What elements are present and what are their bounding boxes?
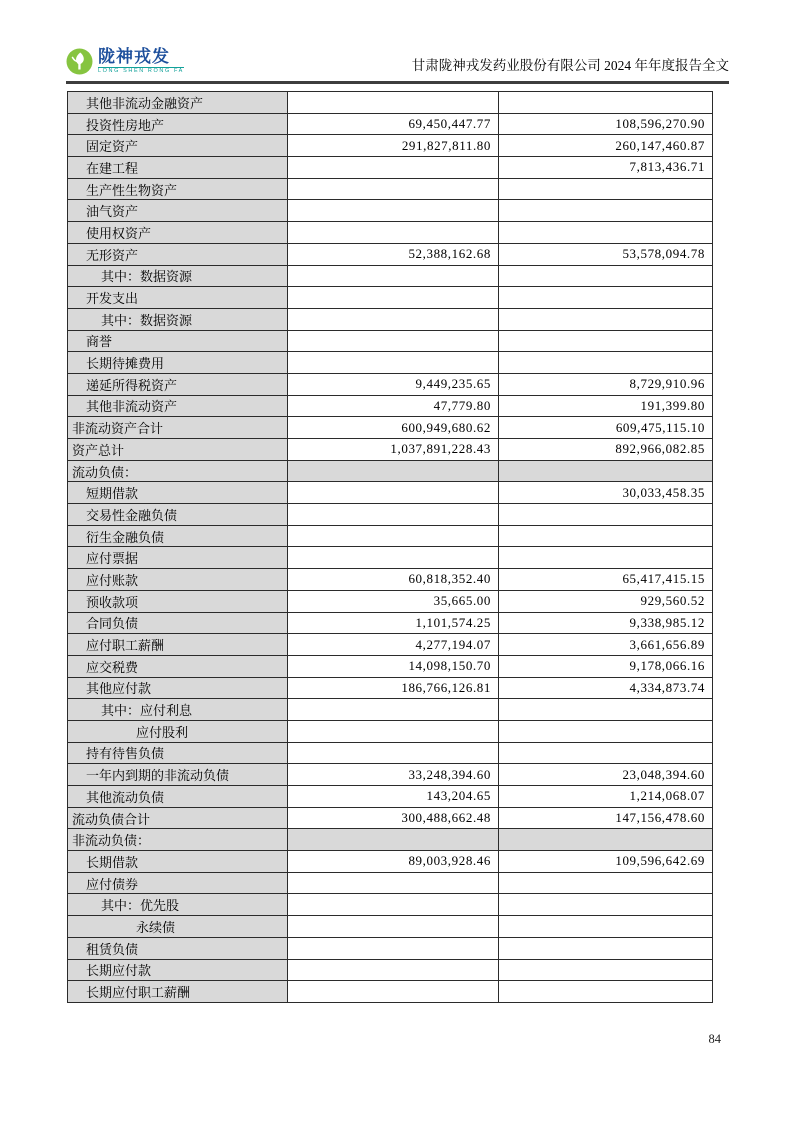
current-period-value — [288, 981, 499, 1003]
current-period-value: 1,037,891,228.43 — [288, 439, 499, 461]
row-label: 长期借款 — [68, 851, 288, 873]
row-label: 生产性生物资产 — [68, 178, 288, 200]
current-period-value: 89,003,928.46 — [288, 851, 499, 873]
row-label: 其他流动负债 — [68, 786, 288, 808]
row-label: 衍生金融负债 — [68, 525, 288, 547]
prior-period-value: 109,596,642.69 — [499, 851, 713, 873]
current-period-value: 186,766,126.81 — [288, 677, 499, 699]
row-label: 固定资产 — [68, 135, 288, 157]
current-period-value — [288, 460, 499, 482]
prior-period-value — [499, 330, 713, 352]
table-row — [68, 807, 713, 829]
current-period-value — [288, 178, 499, 200]
table-row — [68, 352, 713, 374]
prior-period-value: 3,661,656.89 — [499, 634, 713, 656]
balance-sheet-table — [67, 91, 713, 1003]
table-row — [68, 590, 713, 612]
table-row — [68, 178, 713, 200]
current-period-value — [288, 699, 499, 721]
row-label: 商誉 — [68, 330, 288, 352]
table-row — [68, 373, 713, 395]
prior-period-value — [499, 460, 713, 482]
row-label: 永续债 — [68, 916, 288, 938]
current-period-value — [288, 872, 499, 894]
current-period-value: 35,665.00 — [288, 590, 499, 612]
prior-period-value — [499, 287, 713, 309]
prior-period-value — [499, 829, 713, 851]
row-label: 其他非流动资产 — [68, 395, 288, 417]
table-row — [68, 634, 713, 656]
current-period-value: 52,388,162.68 — [288, 243, 499, 265]
prior-period-value: 4,334,873.74 — [499, 677, 713, 699]
report-title: 甘肃陇神戎发药业股份有限公司 2024 年年度报告全文 — [411, 58, 729, 73]
table-row — [68, 482, 713, 504]
prior-period-value: 9,338,985.12 — [499, 612, 713, 634]
prior-period-value: 7,813,436.71 — [499, 157, 713, 179]
prior-period-value: 191,399.80 — [499, 395, 713, 417]
table-row — [68, 916, 713, 938]
current-period-value: 33,248,394.60 — [288, 764, 499, 786]
table-row — [68, 395, 713, 417]
current-period-value — [288, 308, 499, 330]
table-row — [68, 829, 713, 851]
row-label: 流动负债合计 — [68, 807, 288, 829]
logo-text — [98, 48, 184, 75]
row-label: 资产总计 — [68, 439, 288, 461]
current-period-value: 47,779.80 — [288, 395, 499, 417]
table-row — [68, 959, 713, 981]
page-footer — [66, 1032, 727, 1047]
prior-period-value: 609,475,115.10 — [499, 417, 713, 439]
row-label: 在建工程 — [68, 157, 288, 179]
prior-period-value — [499, 200, 713, 222]
prior-period-value — [499, 525, 713, 547]
prior-period-value: 30,033,458.35 — [499, 482, 713, 504]
row-label: 其中：优先股 — [68, 894, 288, 916]
company-logo — [66, 48, 184, 75]
table-row — [68, 612, 713, 634]
current-period-value — [288, 720, 499, 742]
prior-period-value — [499, 222, 713, 244]
table-row — [68, 981, 713, 1003]
row-label: 投资性房地产 — [68, 113, 288, 135]
row-label: 其中：数据资源 — [68, 265, 288, 287]
table-row — [68, 157, 713, 179]
row-label: 长期待摊费用 — [68, 352, 288, 374]
table-row — [68, 113, 713, 135]
prior-period-value: 23,048,394.60 — [499, 764, 713, 786]
current-period-value — [288, 547, 499, 569]
table-row — [68, 439, 713, 461]
prior-period-value: 8,729,910.96 — [499, 373, 713, 395]
row-label: 其中：应付利息 — [68, 699, 288, 721]
row-label: 使用权资产 — [68, 222, 288, 244]
current-period-value: 9,449,235.65 — [288, 373, 499, 395]
row-label: 其他非流动金融资产 — [68, 92, 288, 114]
prior-period-value: 65,417,415.15 — [499, 569, 713, 591]
prior-period-value — [499, 265, 713, 287]
row-label: 一年内到期的非流动负债 — [68, 764, 288, 786]
logo-icon — [66, 48, 93, 75]
table-row — [68, 786, 713, 808]
table-row — [68, 330, 713, 352]
table-row — [68, 872, 713, 894]
row-label: 非流动资产合计 — [68, 417, 288, 439]
current-period-value — [288, 959, 499, 981]
table-row — [68, 504, 713, 526]
prior-period-value: 147,156,478.60 — [499, 807, 713, 829]
row-label: 应付股利 — [68, 720, 288, 742]
row-label: 租赁负债 — [68, 937, 288, 959]
prior-period-value: 9,178,066.16 — [499, 655, 713, 677]
current-period-value — [288, 525, 499, 547]
table-row — [68, 764, 713, 786]
logo-chinese-name: 陇神戎发 — [98, 46, 170, 66]
current-period-value: 1,101,574.25 — [288, 612, 499, 634]
table-row — [68, 677, 713, 699]
current-period-value: 60,818,352.40 — [288, 569, 499, 591]
row-label: 应付票据 — [68, 547, 288, 569]
prior-period-value — [499, 937, 713, 959]
prior-period-value — [499, 308, 713, 330]
table-row — [68, 417, 713, 439]
prior-period-value: 1,214,068.07 — [499, 786, 713, 808]
current-period-value — [288, 937, 499, 959]
table-row — [68, 894, 713, 916]
row-label: 递延所得税资产 — [68, 373, 288, 395]
row-label: 无形资产 — [68, 243, 288, 265]
prior-period-value — [499, 504, 713, 526]
row-label: 应交税费 — [68, 655, 288, 677]
current-period-value — [288, 829, 499, 851]
page-number: 84 — [708, 1032, 721, 1046]
row-label: 长期应付职工薪酬 — [68, 981, 288, 1003]
current-period-value — [288, 265, 499, 287]
row-label: 应付债券 — [68, 872, 288, 894]
row-label: 预收款项 — [68, 590, 288, 612]
table-row — [68, 569, 713, 591]
header-divider — [66, 81, 729, 84]
table-row — [68, 937, 713, 959]
current-period-value — [288, 482, 499, 504]
current-period-value — [288, 894, 499, 916]
row-label: 短期借款 — [68, 482, 288, 504]
table-row — [68, 308, 713, 330]
prior-period-value — [499, 894, 713, 916]
table-row — [68, 851, 713, 873]
table-row — [68, 222, 713, 244]
table-row — [68, 742, 713, 764]
table-row — [68, 720, 713, 742]
balance-sheet-body — [68, 92, 713, 1003]
row-label: 持有待售负债 — [68, 742, 288, 764]
current-period-value: 14,098,150.70 — [288, 655, 499, 677]
row-label: 油气资产 — [68, 200, 288, 222]
row-label: 长期应付款 — [68, 959, 288, 981]
prior-period-value — [499, 352, 713, 374]
table-row — [68, 92, 713, 114]
row-label: 应付账款 — [68, 569, 288, 591]
table-row — [68, 655, 713, 677]
prior-period-value — [499, 178, 713, 200]
prior-period-value — [499, 742, 713, 764]
prior-period-value — [499, 959, 713, 981]
current-period-value — [288, 504, 499, 526]
current-period-value — [288, 92, 499, 114]
current-period-value — [288, 330, 499, 352]
table-row — [68, 243, 713, 265]
current-period-value: 600,949,680.62 — [288, 417, 499, 439]
current-period-value — [288, 222, 499, 244]
row-label: 其他应付款 — [68, 677, 288, 699]
table-row — [68, 135, 713, 157]
prior-period-value: 892,966,082.85 — [499, 439, 713, 461]
prior-period-value — [499, 981, 713, 1003]
current-period-value: 291,827,811.80 — [288, 135, 499, 157]
current-period-value — [288, 352, 499, 374]
prior-period-value — [499, 720, 713, 742]
row-label: 流动负债： — [68, 460, 288, 482]
prior-period-value: 260,147,460.87 — [499, 135, 713, 157]
current-period-value — [288, 200, 499, 222]
current-period-value — [288, 916, 499, 938]
current-period-value: 300,488,662.48 — [288, 807, 499, 829]
prior-period-value — [499, 547, 713, 569]
row-label: 非流动负债： — [68, 829, 288, 851]
current-period-value: 143,204.65 — [288, 786, 499, 808]
prior-period-value: 108,596,270.90 — [499, 113, 713, 135]
table-row — [68, 265, 713, 287]
table-row — [68, 200, 713, 222]
prior-period-value — [499, 872, 713, 894]
prior-period-value — [499, 916, 713, 938]
current-period-value — [288, 157, 499, 179]
current-period-value: 4,277,194.07 — [288, 634, 499, 656]
prior-period-value — [499, 92, 713, 114]
table-row — [68, 460, 713, 482]
prior-period-value: 53,578,094.78 — [499, 243, 713, 265]
table-row — [68, 547, 713, 569]
row-label: 开发支出 — [68, 287, 288, 309]
prior-period-value: 929,560.52 — [499, 590, 713, 612]
current-period-value — [288, 287, 499, 309]
row-label: 交易性金融负债 — [68, 504, 288, 526]
page-header — [66, 42, 729, 80]
row-label: 合同负债 — [68, 612, 288, 634]
table-row — [68, 699, 713, 721]
prior-period-value — [499, 699, 713, 721]
logo-english-name: LONG SHEN RONG FA — [98, 67, 184, 74]
table-row — [68, 287, 713, 309]
table-row — [68, 525, 713, 547]
current-period-value: 69,450,447.77 — [288, 113, 499, 135]
row-label: 应付职工薪酬 — [68, 634, 288, 656]
row-label: 其中：数据资源 — [68, 308, 288, 330]
current-period-value — [288, 742, 499, 764]
